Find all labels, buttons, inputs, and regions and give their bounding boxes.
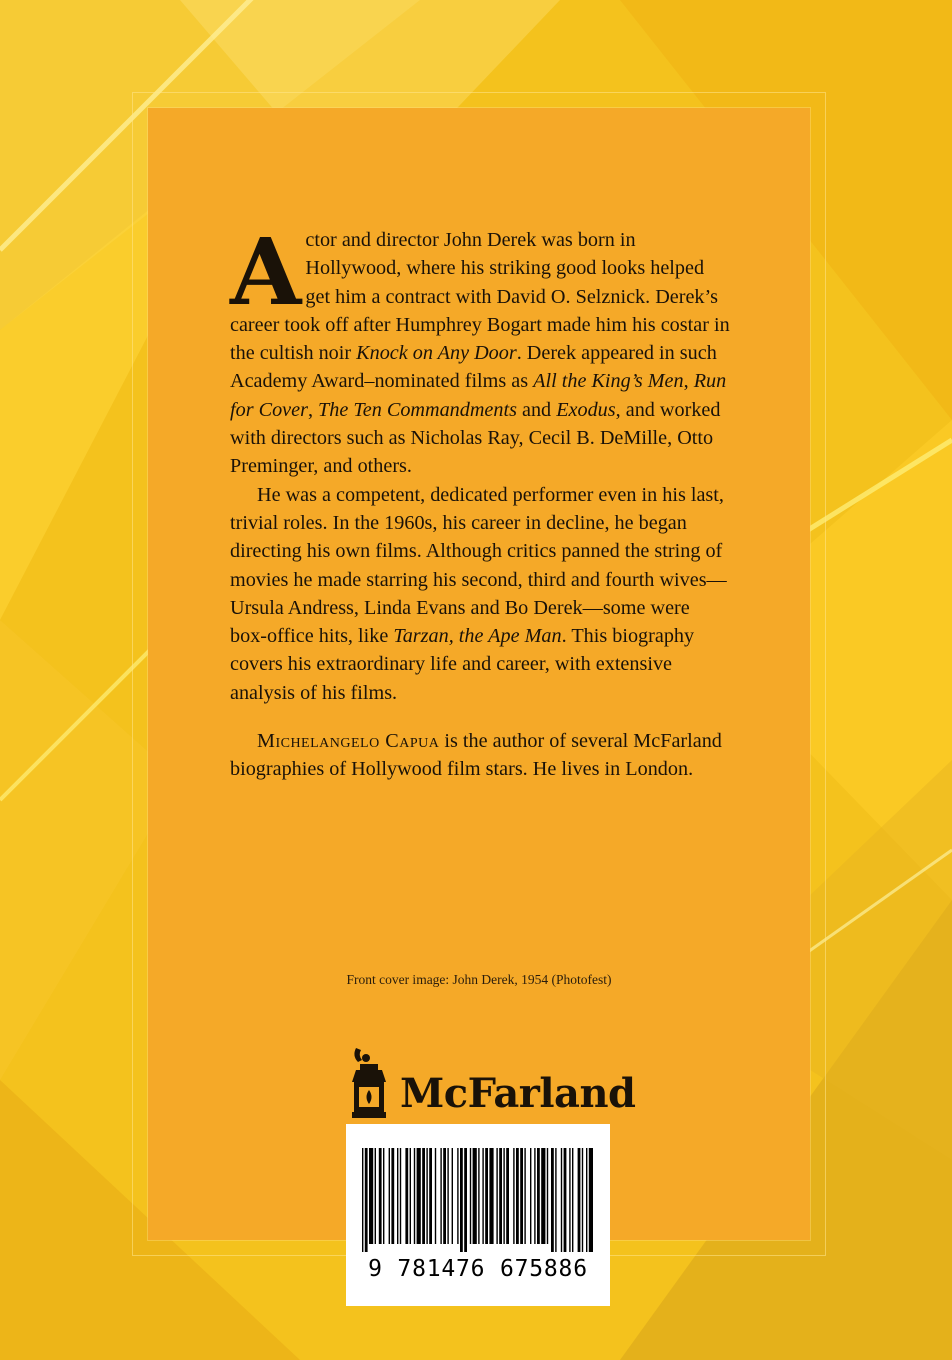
- barcode-bar: [586, 1148, 587, 1252]
- barcode-bar: [499, 1148, 502, 1244]
- film-title: Run for Cover: [230, 370, 727, 421]
- blurb-text: [230, 218, 730, 784]
- barcode-bar: [537, 1148, 540, 1244]
- author-bio: [230, 727, 730, 784]
- barcode-bar: [422, 1148, 425, 1244]
- barcode-bar: [555, 1148, 556, 1252]
- barcode-bar: [503, 1148, 504, 1244]
- barcode-bar: [417, 1148, 421, 1244]
- barcode-bar: [564, 1148, 567, 1252]
- barcode-bar: [551, 1148, 554, 1252]
- text-run: He was a competent, dedicated performer even in his last, trivial roles. In the 1960s, his career in decline, he began directing his own films. Although critics panned the string of movies he made starring his second, third and fourth wives—Ursula Andress, Linda Evans and Bo Derek—some were box-office hits, like: [230, 483, 727, 648]
- barcode-bar: [561, 1148, 562, 1252]
- barcode-bar: [391, 1148, 394, 1244]
- barcode-bar: [397, 1148, 398, 1244]
- barcode-bar: [569, 1148, 570, 1252]
- barcode-bar: [516, 1148, 519, 1244]
- barcode-bars: [362, 1148, 594, 1252]
- barcode-bar: [447, 1148, 448, 1244]
- barcode-bar: [520, 1148, 523, 1244]
- barcode-bar: [379, 1148, 382, 1244]
- text-run: , and worked with directors such as Nicholas Ray, Cecil B. DeMille, Otto Preminger, and others.: [230, 398, 721, 478]
- barcode-bar: [478, 1148, 479, 1244]
- author-name: Michelangelo Capua: [257, 730, 440, 753]
- text-run: and: [516, 398, 557, 421]
- barcode-bar: [400, 1148, 401, 1244]
- barcode-bar: [470, 1148, 471, 1244]
- film-title: Knock on Any Door: [356, 342, 517, 365]
- barcode-bar: [426, 1148, 427, 1244]
- barcode-bar: [452, 1148, 453, 1244]
- barcode-bar: [547, 1148, 548, 1244]
- barcode-bar: [443, 1148, 446, 1244]
- barcode-bar: [473, 1148, 477, 1244]
- publisher-logo: [346, 1042, 636, 1122]
- barcode-bar: [489, 1148, 493, 1244]
- barcode-bar: [534, 1148, 535, 1244]
- barcode-bar: [541, 1148, 545, 1244]
- barcode-bar: [457, 1148, 458, 1244]
- barcode-bar: [572, 1148, 573, 1252]
- barcode-bar: [496, 1148, 497, 1244]
- author-bio-text: is the author of several McFarland biographies of Hollywood film stars. He lives in London.: [230, 730, 722, 781]
- barcode-bar: [530, 1148, 531, 1244]
- barcode-bar: [429, 1148, 432, 1244]
- barcode-bar: [485, 1148, 488, 1244]
- barcode-bar: [414, 1148, 415, 1244]
- barcode-bar: [524, 1148, 525, 1244]
- isbn-number: 9 781476 675886: [368, 1256, 588, 1282]
- barcode-bar: [513, 1148, 514, 1244]
- paragraph-2-body: [230, 484, 727, 704]
- paragraph-1-body: [230, 218, 730, 478]
- text-run: ,: [683, 370, 694, 393]
- barcode-bar: [460, 1148, 463, 1252]
- cover-image-credit: Front cover image: John Derek, 1954 (Photofest): [346, 972, 612, 987]
- text-run: . Derek appeared in such Academy Award–nominated films as: [230, 342, 717, 393]
- text-run: . This biography covers his extraordinary life and career, with extensive analysis of his films.: [230, 625, 695, 704]
- text-run: ctor and director John Derek was born in Hollywood, where his striking good looks helped get him a contract with David O. Selznick. Derek’s career took off after Humphrey Bogart made him his costar in the cultish noir: [230, 229, 730, 365]
- barcode-bar: [506, 1148, 509, 1244]
- publisher-name: McFarland: [400, 1070, 636, 1117]
- description-paragraph-2: [230, 481, 730, 707]
- barcode-bar: [383, 1148, 384, 1244]
- barcode-bar: [435, 1148, 436, 1244]
- barcode-bar: [405, 1148, 408, 1244]
- description-paragraph-1: [230, 218, 730, 481]
- barcode-bar: [464, 1148, 467, 1252]
- barcode-bar: [365, 1148, 368, 1252]
- film-title: The Ten Commandments: [318, 398, 517, 421]
- barcode-bar: [589, 1148, 593, 1252]
- barcode-bar: [375, 1148, 376, 1244]
- barcode-bar: [482, 1148, 483, 1244]
- barcode-bar: [582, 1148, 583, 1252]
- barcode-bar: [362, 1148, 363, 1252]
- barcode-bar: [578, 1148, 581, 1252]
- barcode-bar: [440, 1148, 441, 1244]
- barcode-label: [346, 1124, 610, 1306]
- barcode-bar: [369, 1148, 373, 1244]
- drop-cap: A: [230, 218, 302, 326]
- barcode-bar: [389, 1148, 390, 1244]
- film-title: Tarzan, the Ape Man: [393, 625, 562, 648]
- film-title: All the King’s Men: [533, 370, 684, 393]
- barcode-bar: [410, 1148, 411, 1244]
- film-title: Exodus: [556, 398, 616, 421]
- lantern-icon: [346, 1042, 396, 1122]
- text-run: ,: [307, 398, 319, 421]
